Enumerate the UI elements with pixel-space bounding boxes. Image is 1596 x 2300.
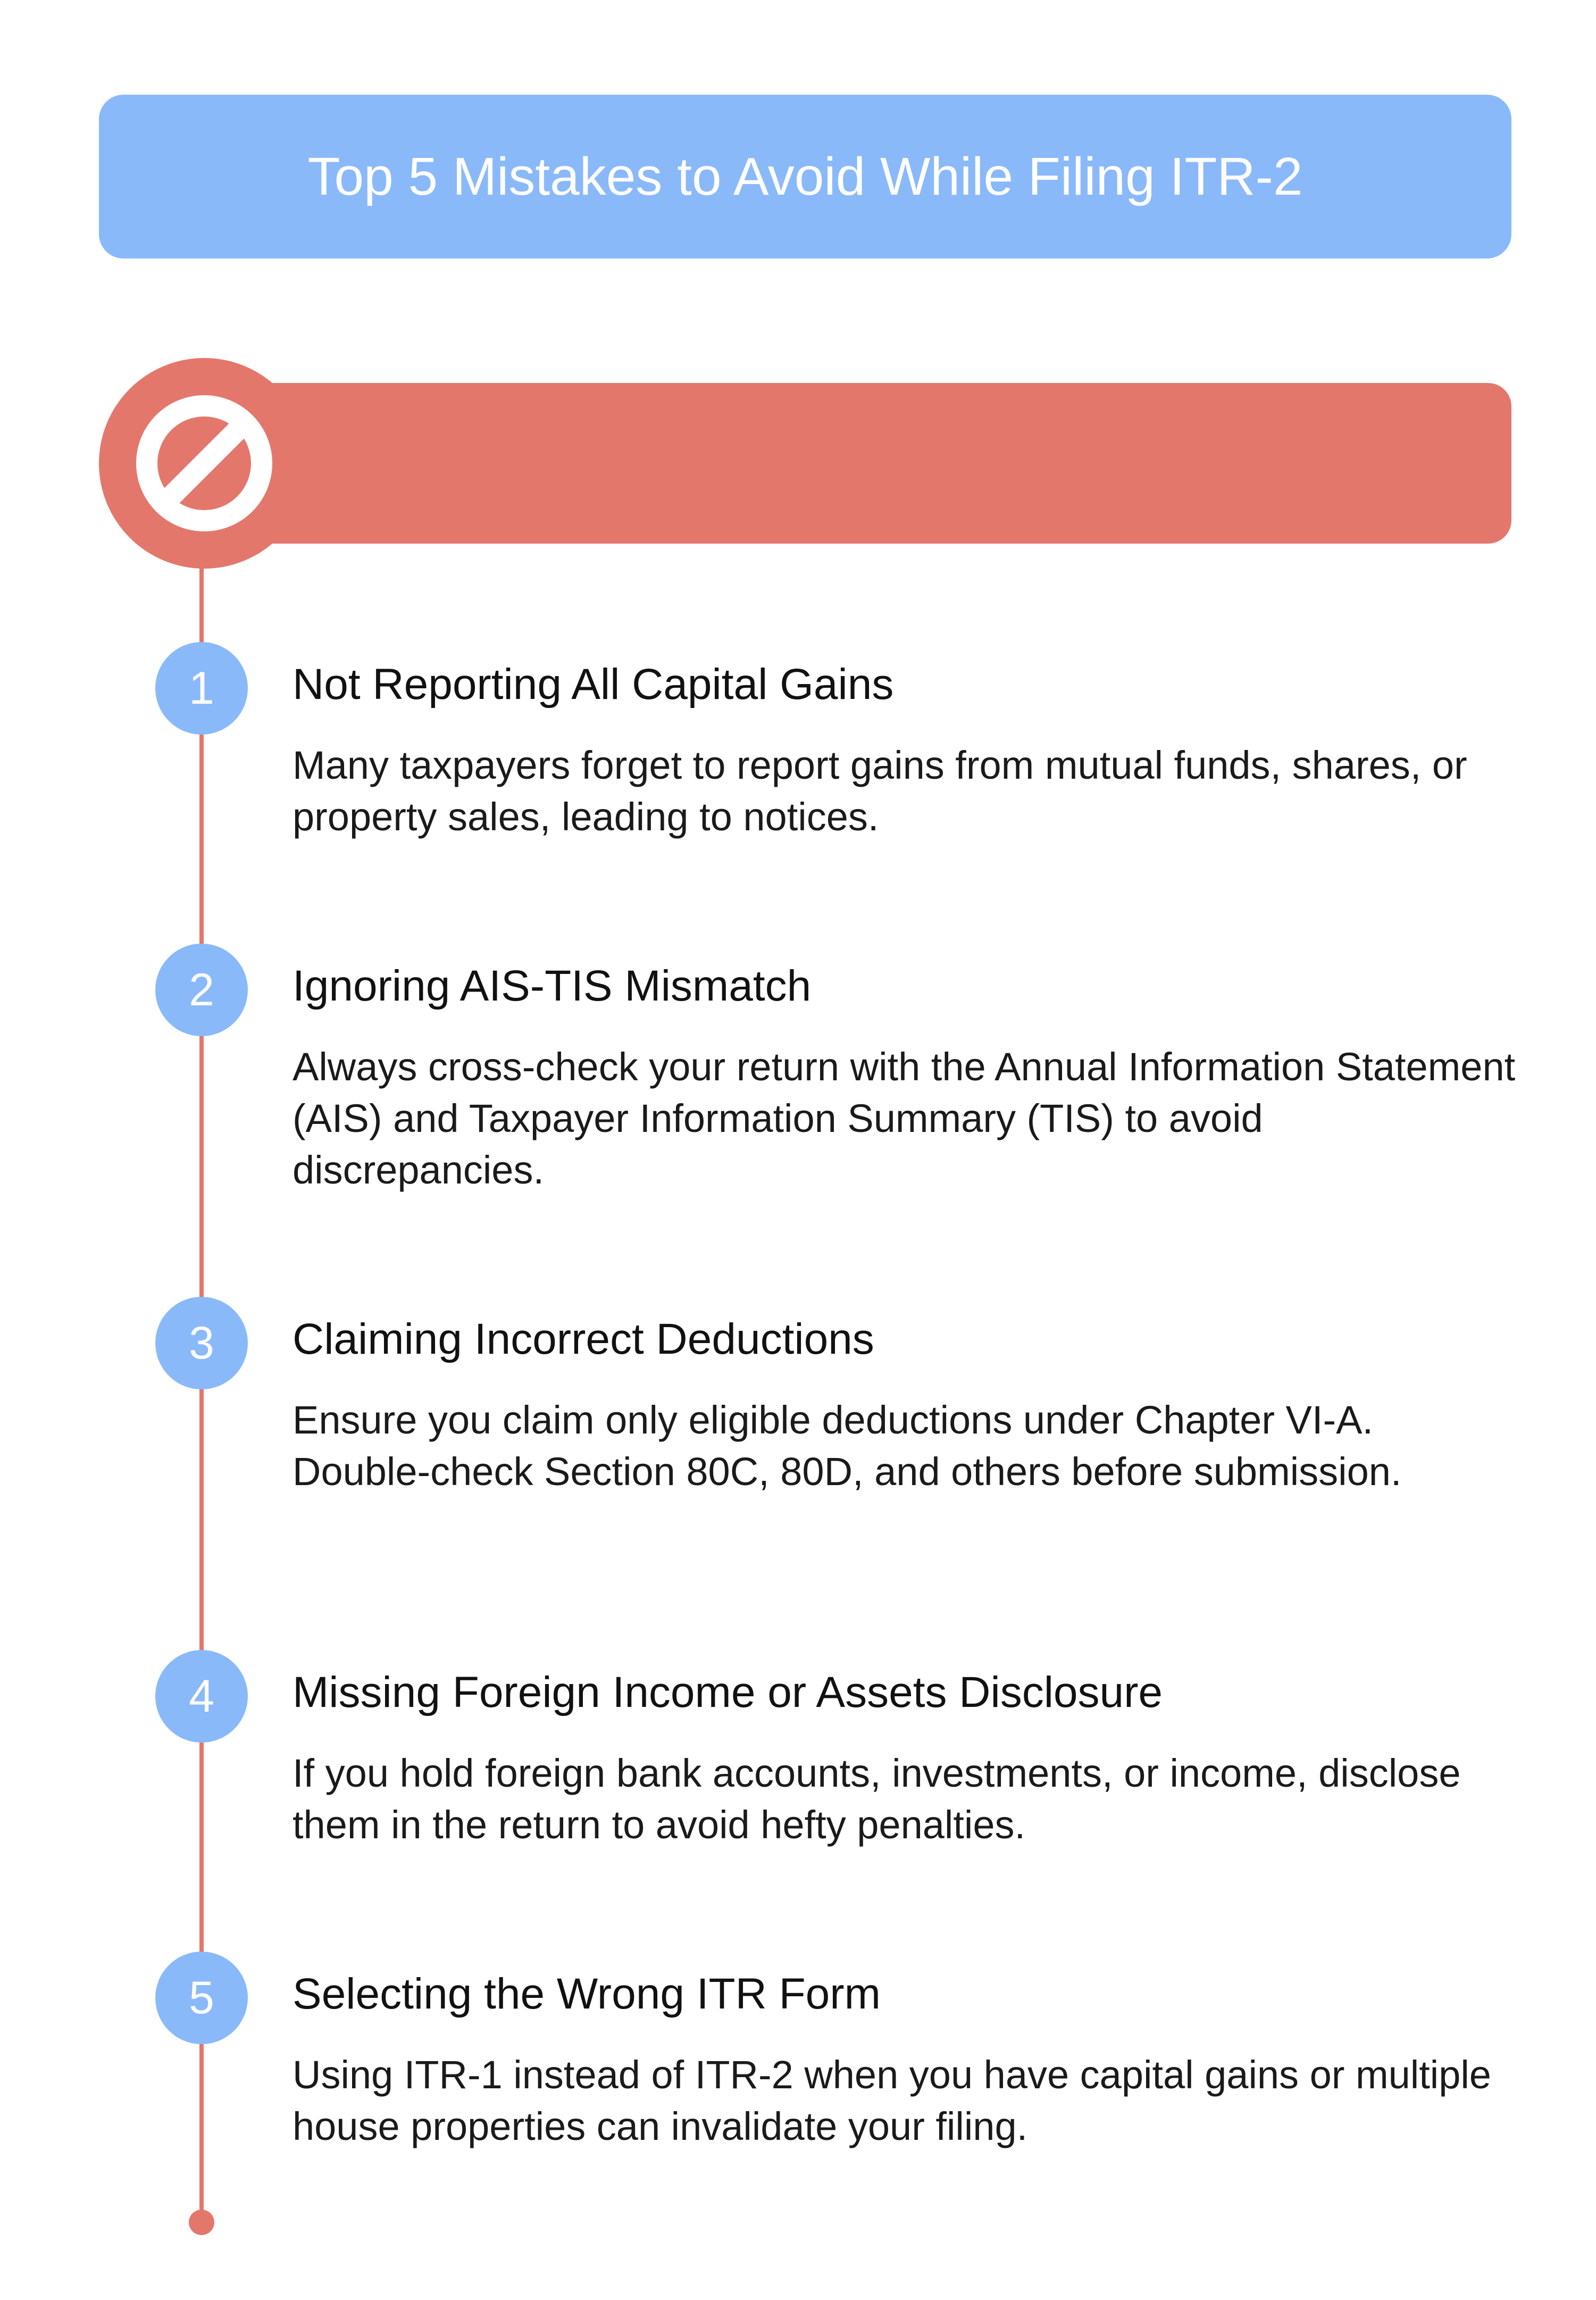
step-description: Using ITR-1 instead of ITR-2 when you have capital gains or multiple house properties can invalidate your filing. xyxy=(293,2053,1491,2148)
step-description: Ensure you claim only eligible deductions under Chapter VI-A. Double-check Section 80C, 80D, and others before submission. xyxy=(293,1398,1402,1494)
step-number-badge: 3 xyxy=(155,1297,248,1389)
step-title: Claiming Incorrect Deductions xyxy=(293,1315,874,1363)
step-title: Not Reporting All Capital Gains xyxy=(293,660,894,709)
step-description: Many taxpayers forget to report gains from mutual funds, shares, or property sales, leading to notices. xyxy=(293,743,1467,839)
step-number-badge: 1 xyxy=(155,642,248,735)
page-title: Top 5 Mistakes to Avoid While Filing ITR-2 xyxy=(307,146,1303,206)
step-number-badge: 5 xyxy=(155,1952,248,2044)
step-title: Missing Foreign Income or Assets Disclosure xyxy=(293,1668,1163,1716)
step-title: Ignoring AIS-TIS Mismatch xyxy=(293,962,812,1010)
timeline-end-dot xyxy=(189,2210,214,2235)
warning-banner xyxy=(202,383,1511,544)
step-description: Always cross-check your return with the Annual Information Statement (AIS) and Taxpayer Information Summary (TIS) to avoid discrepancies. xyxy=(293,1045,1516,1192)
step-number-badge: 4 xyxy=(155,1650,248,1743)
title-bar xyxy=(99,95,1511,259)
step-number-badge: 2 xyxy=(155,944,248,1036)
step-description: If you hold foreign bank accounts, investments, or income, disclose them in the return to avoid hefty penalties. xyxy=(293,1751,1461,1847)
prohibited-icon xyxy=(136,395,272,531)
step-title: Selecting the Wrong ITR Form xyxy=(293,1970,881,2018)
